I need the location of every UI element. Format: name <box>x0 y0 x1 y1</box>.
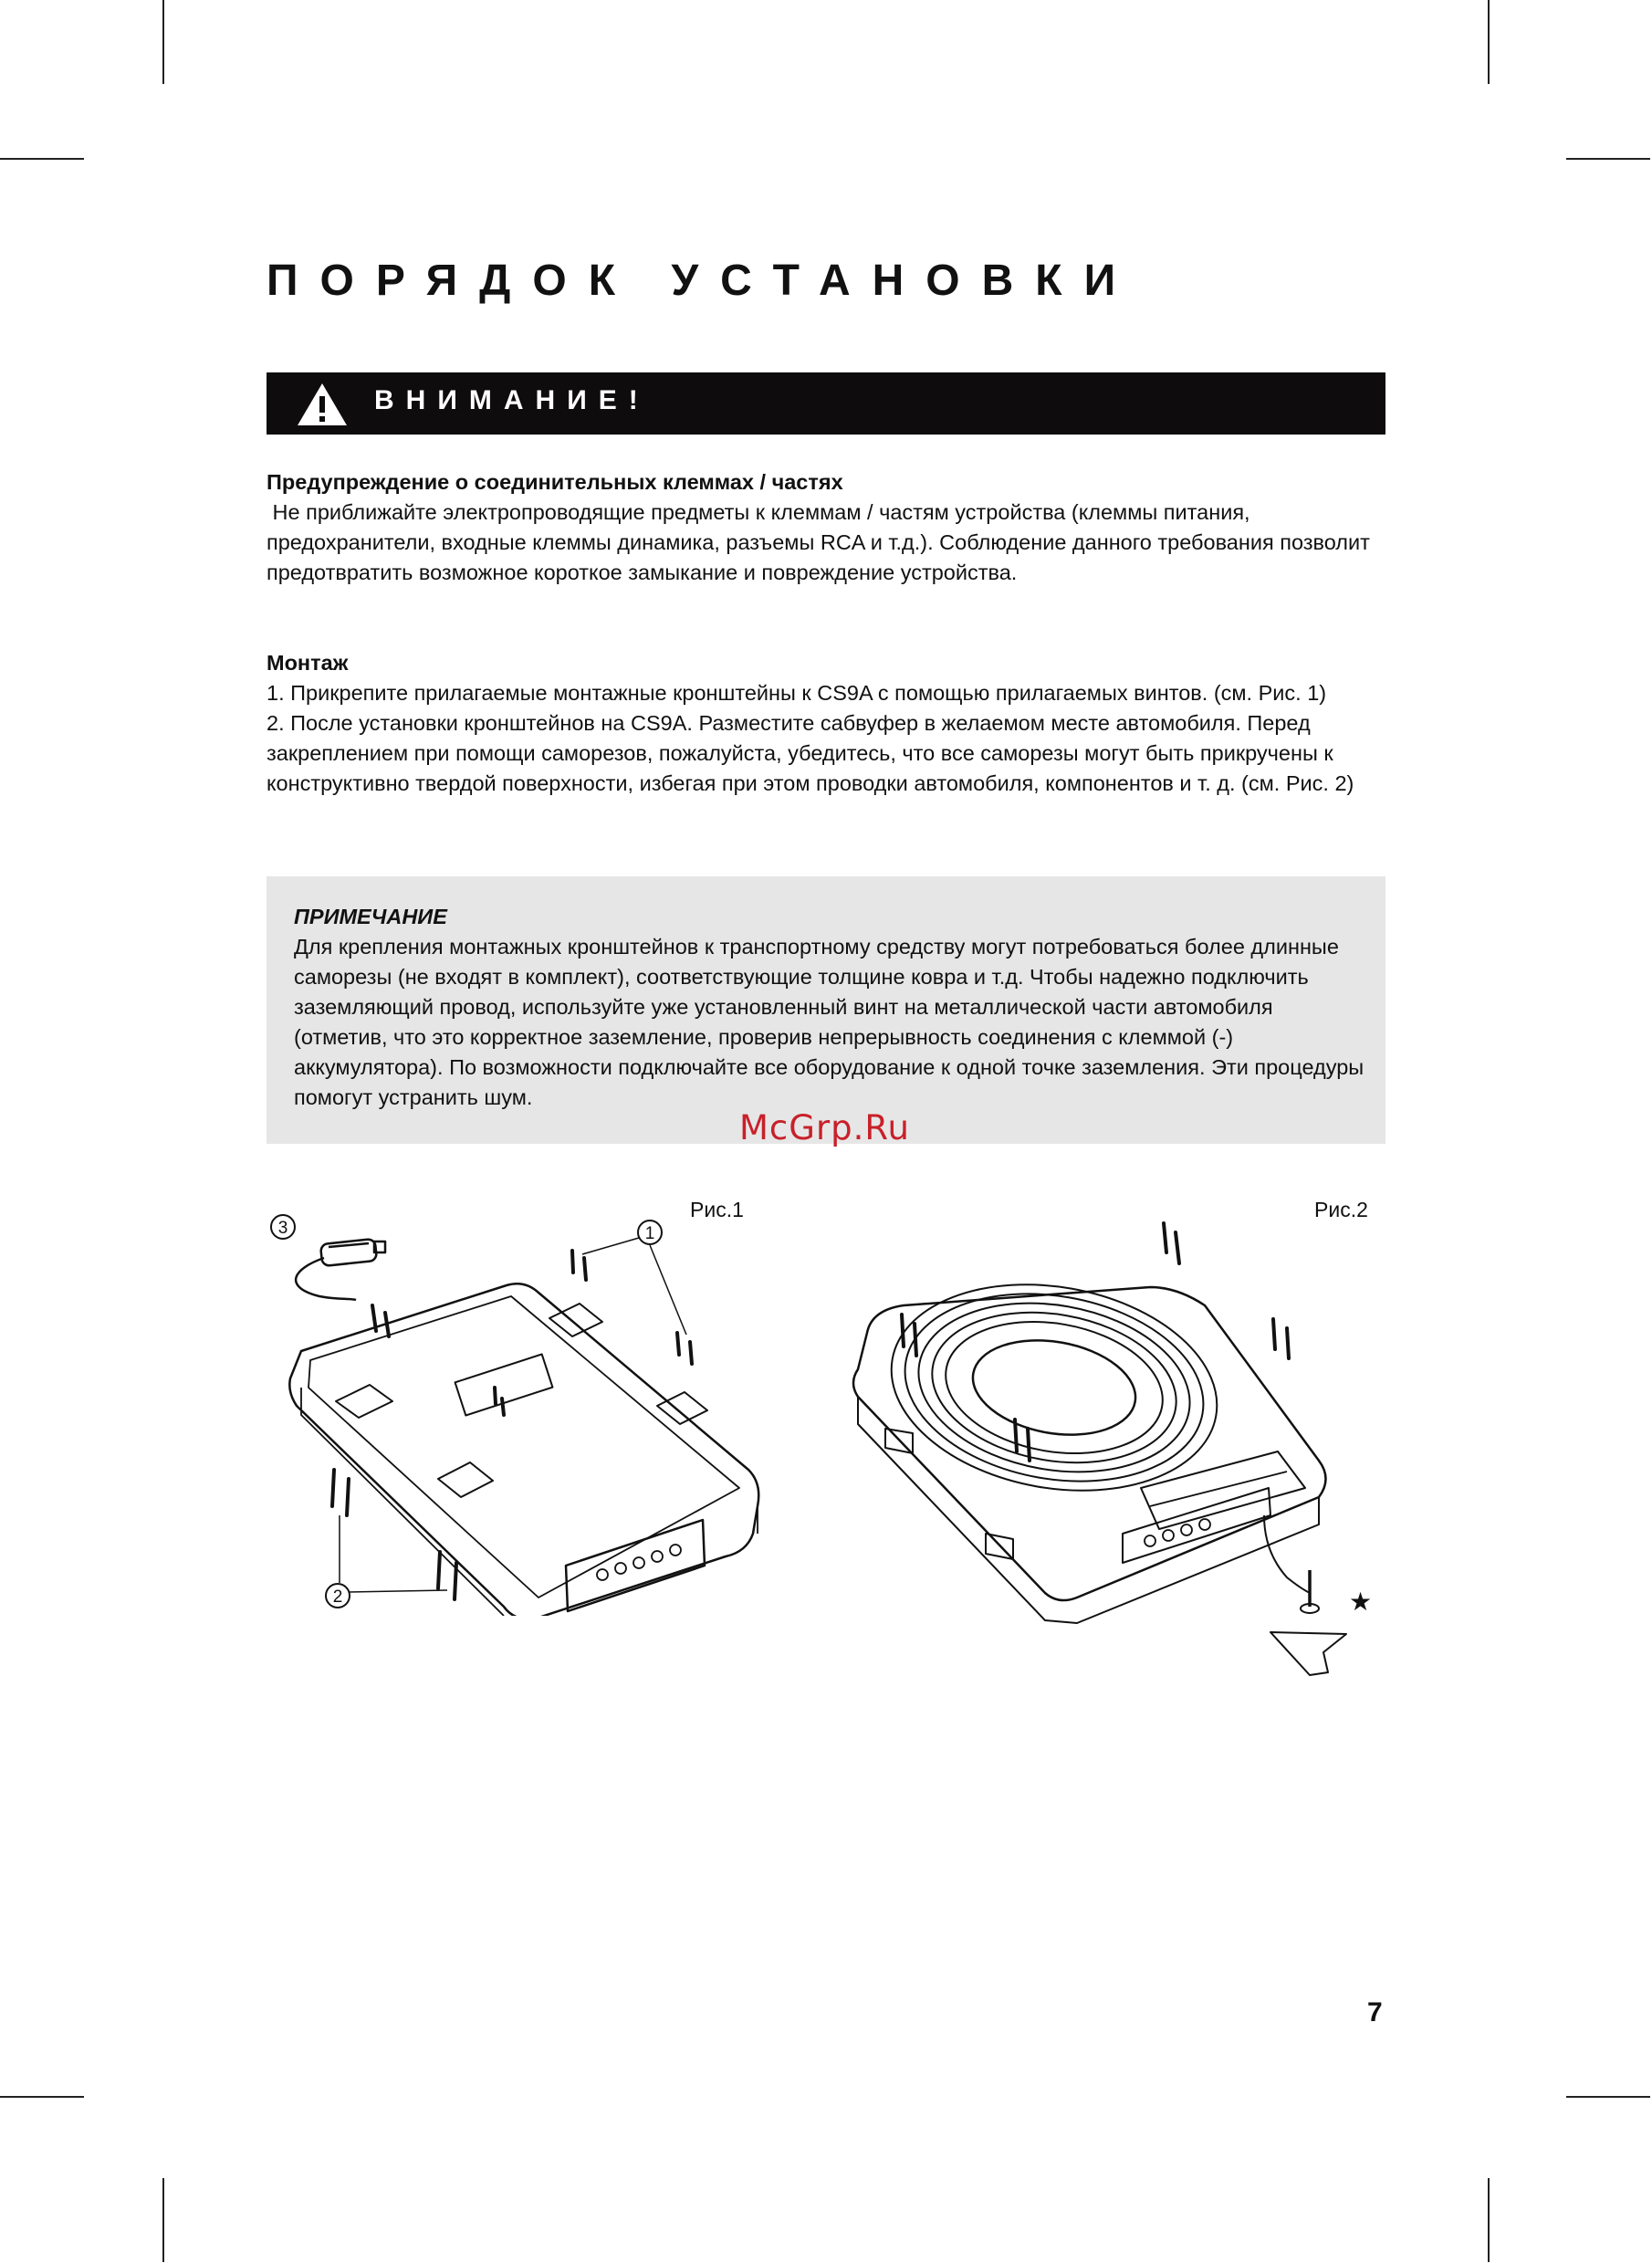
crop-mark <box>162 2178 164 2262</box>
note-title: ПРИМЕЧАНИЕ <box>294 905 447 928</box>
callout-1: 1 <box>644 1224 655 1243</box>
terminals-body: Не приближайте электропроводящие предметы к клеммам / частям устройства (клеммы питания, предохранители, входные клеммы динамика, разъемы RCA и т.д.). Соблюдение данного требования позволит предотвратить возможное короткое замыкание и повреждение устройства. <box>267 500 1376 584</box>
warning-label: ВНИМАНИЕ! <box>374 385 650 415</box>
figure-2-illustration <box>849 1214 1378 1689</box>
figure-1-illustration <box>265 1205 776 1616</box>
callout-3: 3 <box>277 1219 288 1238</box>
page-number: 7 <box>1367 1997 1383 2027</box>
watermark: McGrp.Ru <box>739 1108 910 1147</box>
mounting-section <box>267 648 1398 799</box>
fig1-label: Рис.1 <box>690 1198 744 1221</box>
crop-mark <box>0 158 84 160</box>
crop-mark <box>0 2096 84 2098</box>
crop-mark <box>1566 2096 1650 2098</box>
note-box <box>267 876 1385 1144</box>
warning-bar <box>267 372 1385 435</box>
fig2-label: Рис.2 <box>1314 1198 1368 1221</box>
mounting-heading: Монтаж <box>267 651 349 675</box>
note-body: Для крепления монтажных кронштейнов к транспортному средству могут потребоваться более длинные саморезы (не входят в комплект), соответствующие толщине ковра и т.д. Чтобы надежно подключить заземляющий провод, используйте уже установленный винт на металлической части автомобиля (отметив, что это корректное заземление, проверив непрерывность соединения с клеммой (-) аккумулятора). По возможности подключайте все оборудование к одной точке заземления. Эти процедуры помогут устранить шум. <box>294 935 1364 1109</box>
mounting-step-2: 2. После установки кронштейнов на CS9A. Разместите сабвуфер в желаемом месте автомобиля. Перед закреплением при помощи саморезов, пожалуйста, убедитесь, что все саморезы могут быть прикручены к конструктивно твердой поверхности, избегая при этом проводки автомобиля, компонентов и т. д. (см. Рис. 2) <box>267 711 1354 795</box>
crop-mark <box>162 0 164 84</box>
crop-mark <box>1488 2178 1490 2262</box>
page-title: ПОРЯДОК УСТАНОВКИ <box>267 257 1138 305</box>
ground-star-icon: ★ <box>1349 1587 1373 1616</box>
crop-mark <box>1488 0 1490 84</box>
mounting-step-1: 1. Прикрепите прилагаемые монтажные кронштейны к CS9A с помощью прилагаемых винтов. (см. Рис. 1) <box>267 681 1327 705</box>
terminals-section <box>267 467 1398 588</box>
terminals-heading: Предупреждение о соединительных клеммах / частях <box>267 470 843 494</box>
crop-mark <box>1566 158 1650 160</box>
callout-2: 2 <box>332 1587 343 1607</box>
warning-triangle-icon <box>296 382 349 427</box>
